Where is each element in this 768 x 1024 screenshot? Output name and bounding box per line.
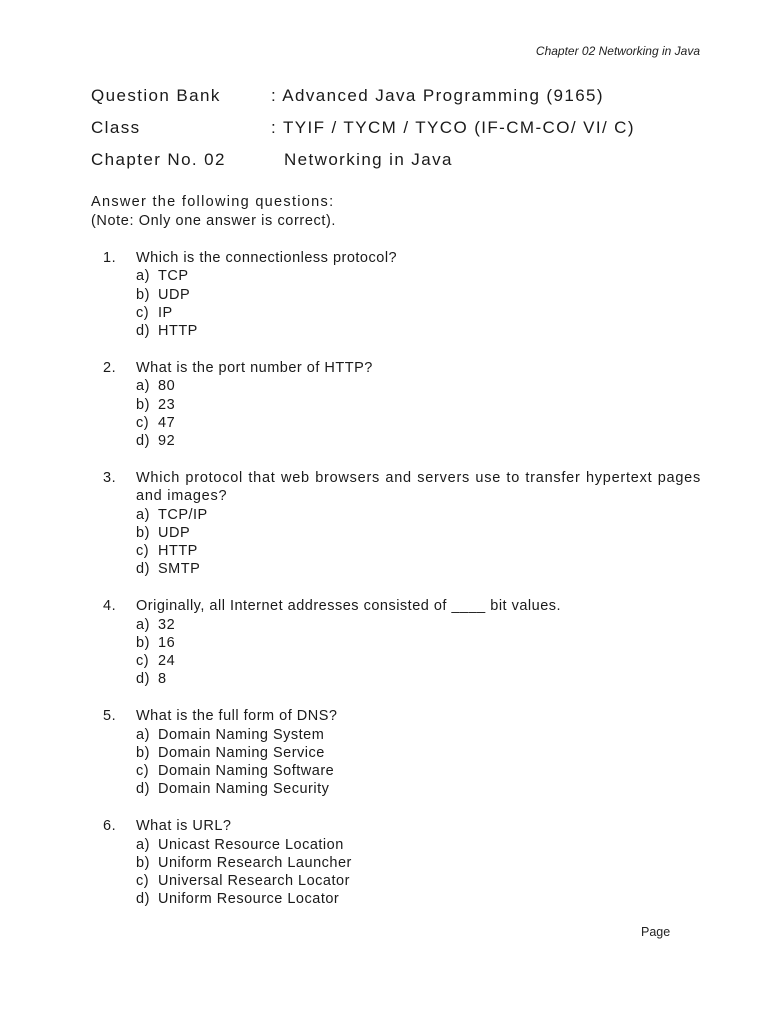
option-letter: b) (136, 744, 150, 761)
option-letter: b) (136, 634, 150, 651)
option-letter: c) (136, 304, 150, 321)
option-text: Universal Research Locator (158, 873, 350, 890)
question-body (136, 817, 701, 908)
option-text: HTTP (158, 543, 198, 560)
option-text: TCP/IP (158, 506, 208, 523)
option-letter: c) (136, 653, 150, 670)
option-letter: c) (136, 763, 150, 780)
answer-option (136, 744, 701, 762)
class-row (91, 112, 635, 144)
question-body (136, 469, 701, 579)
option-text: Domain Naming Software (158, 763, 335, 780)
option-letter: b) (136, 286, 150, 303)
answer-option (136, 506, 701, 524)
class-value: : TYIF / TYCM / TYCO (IF-CM-CO/ VI/ C) (271, 118, 635, 137)
question-list (91, 249, 701, 927)
option-text: 80 (158, 378, 176, 395)
answer-option (136, 670, 701, 688)
option-letter: d) (136, 433, 150, 450)
question (91, 469, 701, 579)
answer-option (136, 560, 701, 578)
answer-option (136, 542, 701, 560)
answer-option (136, 304, 701, 322)
option-text: SMTP (158, 561, 201, 578)
option-text: 23 (158, 396, 176, 413)
option-text: 16 (158, 634, 176, 651)
option-letter: d) (136, 561, 150, 578)
option-text: IP (158, 304, 173, 321)
answer-option (136, 377, 701, 395)
option-text: 32 (158, 616, 176, 633)
option-letter: b) (136, 524, 150, 541)
option-letter: a) (136, 616, 150, 633)
option-text: HTTP (158, 323, 198, 340)
question-number: 5. (103, 708, 117, 725)
question-number: 3. (103, 469, 117, 486)
question (91, 249, 701, 340)
answer-option (136, 762, 701, 780)
answer-option (136, 524, 701, 542)
option-text: Unicast Resource Location (158, 836, 344, 853)
option-letter: a) (136, 378, 150, 395)
question-bank-value: : Advanced Java Programming (9165) (271, 86, 604, 105)
answer-option (136, 322, 701, 340)
instructions (91, 193, 336, 231)
question-bank-row (91, 80, 635, 112)
question-number: 2. (103, 359, 117, 376)
option-text: Domain Naming System (158, 726, 325, 743)
answer-option (136, 634, 701, 652)
option-letter: a) (136, 726, 150, 743)
question-number: 4. (103, 598, 117, 615)
option-letter: a) (136, 836, 150, 853)
question-body (136, 597, 701, 688)
answer-option (136, 872, 701, 890)
option-text: UDP (158, 286, 191, 303)
option-letter: c) (136, 543, 150, 560)
option-text: TCP (158, 268, 189, 285)
answer-option (136, 616, 701, 634)
question (91, 359, 701, 450)
option-text: 47 (158, 414, 176, 431)
question-number: 6. (103, 818, 117, 835)
question (91, 817, 701, 908)
question-body (136, 249, 701, 340)
option-letter: c) (136, 414, 150, 431)
answer-option (136, 836, 701, 854)
option-letter: d) (136, 781, 150, 798)
option-text: Uniform Research Launcher (158, 854, 352, 871)
instructions-line: Answer the following questions: (91, 194, 335, 210)
chapter-label: Chapter No. 02 (91, 150, 226, 169)
question (91, 707, 701, 798)
option-letter: c) (136, 873, 150, 890)
option-letter: d) (136, 323, 150, 340)
question-text: Which is the connectionless protocol? (136, 250, 398, 266)
option-letter: a) (136, 268, 150, 285)
option-text: 92 (158, 433, 176, 450)
question-body (136, 359, 701, 450)
running-header: Chapter 02 Networking in Java (535, 44, 700, 58)
option-letter: b) (136, 396, 150, 413)
question (91, 597, 701, 688)
question-text: What is URL? (136, 818, 232, 835)
document-meta (91, 80, 635, 176)
page-footer-label: Page (641, 925, 671, 939)
instructions-note: (Note: Only one answer is correct). (91, 213, 337, 229)
option-letter: d) (136, 671, 150, 688)
chapter-row (91, 144, 635, 176)
option-letter: a) (136, 506, 150, 523)
question-bank-label: Question Bank (91, 86, 221, 105)
question-number: 1. (103, 250, 117, 266)
option-text: UDP (158, 524, 191, 541)
answer-option (136, 414, 701, 432)
option-text: Uniform Resource Locator (158, 891, 340, 908)
option-letter: b) (136, 854, 150, 871)
answer-option (136, 652, 701, 670)
option-text: 24 (158, 653, 176, 670)
option-letter: d) (136, 891, 150, 908)
question-text: Which protocol that web browsers and servers use to transfer hypertext pages and images? (136, 469, 701, 505)
class-label: Class (91, 118, 141, 137)
answer-option (136, 396, 701, 414)
chapter-title: Networking in Java (284, 150, 453, 169)
answer-option (136, 726, 701, 744)
answer-option (136, 267, 701, 285)
question-body (136, 707, 701, 798)
answer-option (136, 286, 701, 304)
question-text: What is the full form of DNS? (136, 708, 338, 725)
option-text: Domain Naming Security (158, 781, 330, 798)
answer-option (136, 890, 701, 908)
answer-option (136, 432, 701, 450)
option-text: Domain Naming Service (158, 744, 325, 761)
question-text: What is the port number of HTTP? (136, 359, 373, 376)
question-text: Originally, all Internet addresses consisted of ____ bit values. (136, 598, 562, 615)
answer-option (136, 780, 701, 798)
answer-option (136, 854, 701, 872)
option-text: 8 (158, 671, 167, 688)
